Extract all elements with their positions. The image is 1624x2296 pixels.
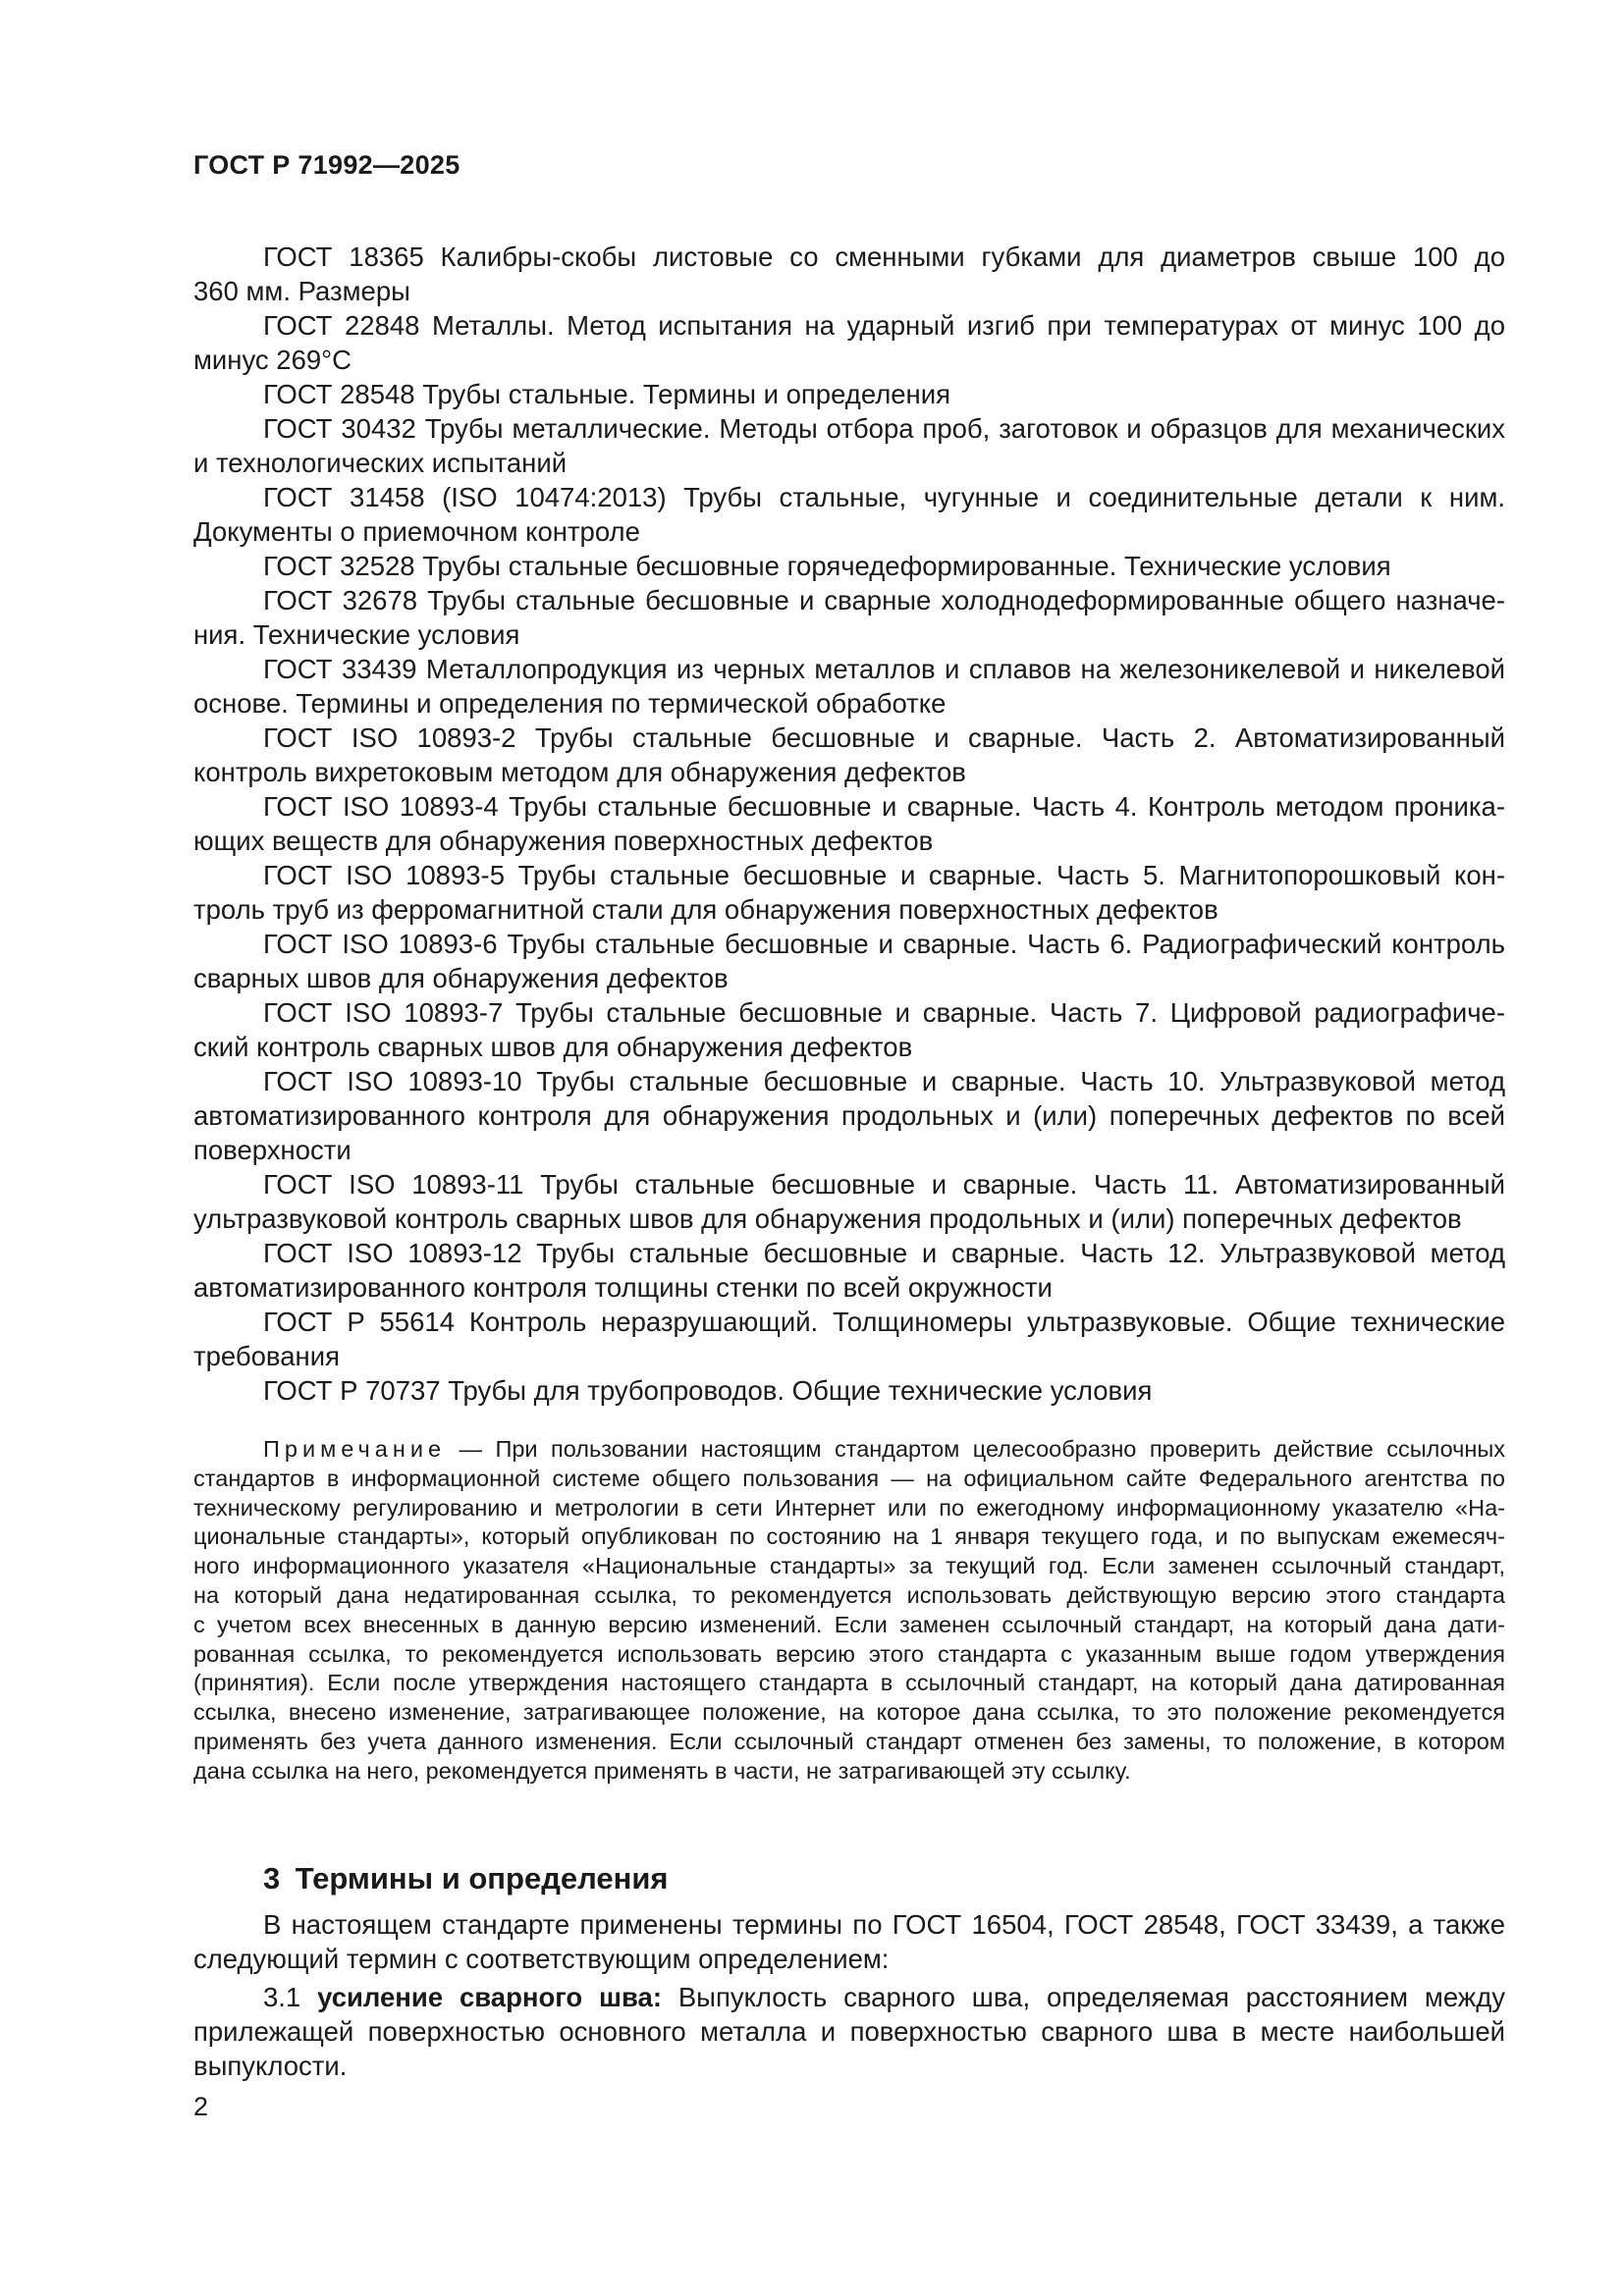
note-block: [193, 1435, 1505, 1787]
reference-line: троль труб из ферромагнитной стали для обнаружения поверхностных дефектов: [193, 894, 1218, 925]
term-definition-line: [193, 1980, 1505, 2014]
reference-line: автоматизированного контроля для обнаружения продольных и (или) поперечных дефектов по всей: [193, 1100, 1505, 1131]
note-line: ссылка, внесено изменение, затрагивающее положение, на которое дана ссылка, то это положение рекомендуется: [193, 1699, 1505, 1726]
note-line: на который дана недатированная ссылка, то рекомендуется использовать действующую версию этого стандарта: [193, 1581, 1505, 1608]
normative-references-list: [193, 240, 1505, 1408]
reference-line: ГОСТ 22848 Металлы. Метод испытания на ударный изгиб при температурах от минус 100 до: [263, 310, 1505, 341]
reference-line: сварных швов для обнаружения дефектов: [193, 963, 729, 993]
section-heading: 3 Термины и определения: [263, 1860, 669, 1896]
term-number: 3.1: [263, 1981, 318, 2012]
note-line: [193, 1435, 1505, 1465]
running-header: ГОСТ Р 71992—2025: [193, 150, 460, 180]
term-definition-text: Выпуклость сварного шва, определяемая расстоянием между: [661, 1981, 1505, 2012]
reference-line: ГОСТ ISO 10893-4 Трубы стальные бесшовные и сварные. Часть 4. Контроль методом проника-: [263, 791, 1505, 822]
reference-line: ГОСТ 32678 Трубы стальные бесшовные и сварные холоднодеформированные общего назначе-: [263, 585, 1505, 615]
reference-line: ГОСТ ISO 10893-10 Трубы стальные бесшовные и сварные. Часть 10. Ультразвуковой метод: [263, 1066, 1505, 1096]
reference-line: контроль вихретоковым методом для обнаружения дефектов: [193, 757, 966, 787]
term-name: усиление сварного шва:: [317, 1981, 662, 2012]
note-line: техническому регулированию и метрологии в сети Интернет или по ежегодному информационному указателю «На-: [193, 1494, 1505, 1521]
note-line: стандартов в информационной системе общего пользования — на официальном сайте Федерального агентства по: [193, 1465, 1505, 1491]
reference-line: ультразвуковой контроль сварных швов для обнаружения продольных и (или) поперечных дефектов: [193, 1203, 1462, 1234]
paragraph-line: В настоящем стандарте применены термины по ГОСТ 16504, ГОСТ 28548, ГОСТ 33439, а также: [263, 1908, 1505, 1940]
reference-line: основе. Термины и определения по термической обработке: [193, 688, 947, 719]
reference-line: ГОСТ 33439 Металлопродукция из черных металлов и сплавов на железоникелевой и никелевой: [263, 654, 1505, 684]
terms-intro-paragraph: [193, 1907, 1505, 1976]
reference-line: поверхности: [193, 1135, 352, 1165]
note-line: ного информационного указателя «Национальные стандарты» за текущий год. Если заменен ссылочный стандарт,: [193, 1553, 1505, 1579]
note-line: рованная ссылка, то рекомендуется использовать версию этого стандарта с указанным выше годом утверждения: [193, 1640, 1505, 1667]
note-label: Примечание: [263, 1436, 447, 1462]
reference-line: ГОСТ 32528 Трубы стальные бесшовные горячедеформированные. Технические условия: [263, 551, 1391, 581]
reference-line: 360 мм. Размеры: [193, 276, 410, 306]
reference-line: автоматизированного контроля толщины стенки по всей окружности: [193, 1272, 1053, 1303]
reference-line: ГОСТ Р 70737 Трубы для трубопроводов. Общие технические условия: [263, 1375, 1153, 1406]
note-line: с учетом всех внесенных в данную версию изменений. Если заменен ссылочный стандарт, на который дана дати-: [193, 1611, 1505, 1637]
page-number: 2: [193, 2091, 209, 2121]
reference-line: ГОСТ ISO 10893-6 Трубы стальные бесшовные и сварные. Часть 6. Радиографический контроль: [263, 929, 1505, 959]
page-content: [193, 149, 1505, 2124]
reference-line: ГОСТ ISO 10893-2 Трубы стальные бесшовные и сварные. Часть 2. Автоматизированный: [263, 722, 1505, 753]
reference-line: ГОСТ ISO 10893-5 Трубы стальные бесшовные и сварные. Часть 5. Магнитопорошковый кон-: [263, 860, 1505, 890]
reference-line: требования: [193, 1341, 340, 1371]
note-line: применять без учета данного изменения. Если ссылочный стандарт отменен без замены, то положение, в котором: [193, 1728, 1505, 1754]
reference-line: ГОСТ ISO 10893-12 Трубы стальные бесшовные и сварные. Часть 12. Ультразвуковой метод: [263, 1238, 1505, 1268]
note-line: дана ссылка на него, рекомендуется применять в части, не затрагивающей эту ссылку.: [193, 1757, 1131, 1784]
reference-line: Документы о приемочном контроле: [193, 516, 640, 547]
reference-line: ГОСТ 31458 (ISO 10474:2013) Трубы стальные, чугунные и соединительные детали к ним.: [263, 482, 1505, 512]
reference-line: ющих веществ для обнаружения поверхностных дефектов: [193, 826, 934, 856]
note-line: циональные стандарты», который опубликован по состоянию на 1 января текущего года, и по выпускам ежемесяч-: [193, 1523, 1505, 1550]
paragraph-line: следующий термин с соответствующим определением:: [193, 1943, 890, 1974]
reference-line: ский контроль сварных швов для обнаружения дефектов: [193, 1032, 913, 1062]
term-definition-line: выпуклости.: [193, 2050, 348, 2081]
term-definition-paragraph: [193, 1980, 1505, 2083]
reference-line: ГОСТ ISO 10893-7 Трубы стальные бесшовные и сварные. Часть 7. Цифровой радиографиче-: [263, 997, 1505, 1028]
note-first-line-text: — При пользовании настоящим стандартом целесообразно проверить действие ссылочных: [446, 1436, 1505, 1462]
reference-line: ния. Технические условия: [193, 619, 520, 650]
note-line: (принятия). Если после утверждения настоящего стандарта в ссылочный стандарт, на который дана датированная: [193, 1670, 1505, 1696]
reference-line: ГОСТ 30432 Трубы металлические. Методы отбора проб, заготовок и образцов для механических: [263, 413, 1505, 444]
reference-line: ГОСТ Р 55614 Контроль неразрушающий. Толщиномеры ультразвуковые. Общие технические: [263, 1307, 1505, 1337]
reference-line: ГОСТ ISO 10893-11 Трубы стальные бесшовные и сварные. Часть 11. Автоматизированный: [263, 1169, 1505, 1200]
reference-line: и технологических испытаний: [193, 448, 568, 478]
reference-line: минус 269°С: [193, 345, 352, 375]
term-definition-line: прилежащей поверхностью основного металла и поверхностью сварного шва в месте наибольшей: [193, 2015, 1505, 2047]
reference-line: ГОСТ 18365 Калибры-скобы листовые со сменными губками для диаметров свыше 100 до: [263, 241, 1505, 272]
reference-line: ГОСТ 28548 Трубы стальные. Термины и определения: [263, 379, 951, 409]
